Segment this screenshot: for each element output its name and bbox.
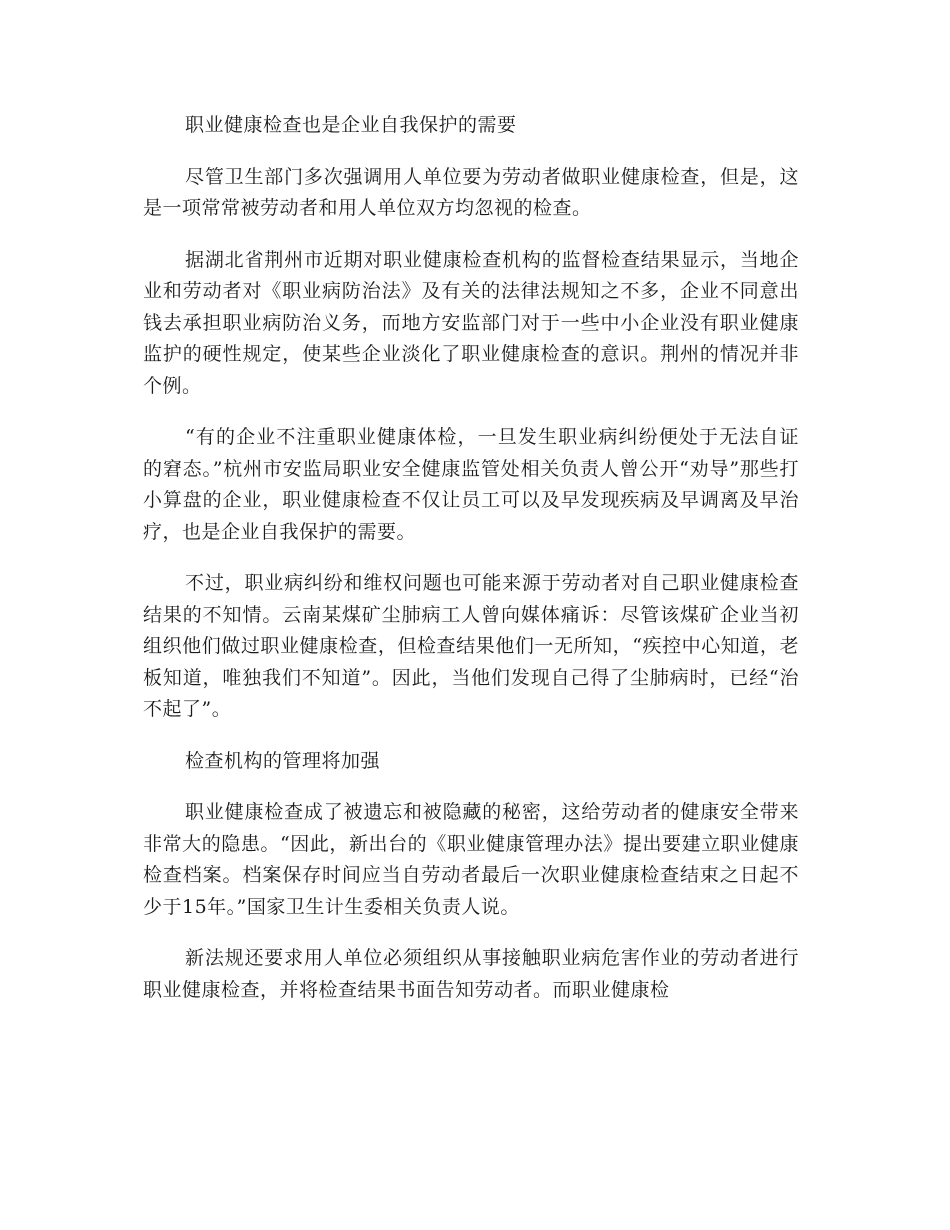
paragraph: 据湖北省荆州市近期对职业健康检查机构的监督检查结果显示，当地企业和劳动者对《职业病防治法》及有关的法律法规知之不多，企业不同意出钱去承担职业病防治义务，而地方安监部门对于一些中小企业没有职业健康监护的硬性规定，使某些企业淡化了职业健康检查的意识。荆州的情况并非个例。 [143, 248, 799, 397]
paragraph: 新法规还要求用人单位必须组织从事接触职业病危害作业的劳动者进行职业健康检查，并将检查结果书面告知劳动者。而职业健康检 [143, 947, 799, 1001]
section-heading: 检查机构的管理将加强 [185, 749, 381, 772]
section-heading: 职业健康检查也是企业自我保护的需要 [185, 114, 517, 136]
document-body [143, 110, 799, 1026]
paragraph: 职业健康检查成了被遗忘和被隐藏的秘密，这给劳动者的健康安全带来非常大的隐患。“因此，新出台的《职业健康管理办法》提出要建立职业健康检查档案。档案保存时间应当自劳动者最后一次职业健康检查结束之日起不少于15年。”国家卫生计生委相关负责人说。 [143, 801, 799, 918]
paragraph: 不过，职业病纠纷和维权问题也可能来源于劳动者对自己职业健康检查结果的不知情。云南某煤矿尘肺病工人曾向媒体痛诉：尽管该煤矿企业当初组织他们做过职业健康检查，但检查结果他们一无所知，“疾控中心知道，老板知道，唯独我们不知道”。因此，当他们发现自己得了尘肺病时，已经“治不起了”。 [143, 572, 799, 720]
paragraph: “有的企业不注重职业健康体检，一旦发生职业病纠纷便处于无法自证的窘态。”杭州市安监局职业安全健康监管处相关负责人曾公开“劝导”那些打小算盘的企业，职业健康检查不仅让员工可以及早发现疾病及早调离及早治疗，也是企业自我保护的需要。 [143, 426, 799, 543]
paragraph: 尽管卫生部门多次强调用人单位要为劳动者做职业健康检查，但是，这是一项常常被劳动者和用人单位双方均忽视的检查。 [143, 165, 799, 219]
